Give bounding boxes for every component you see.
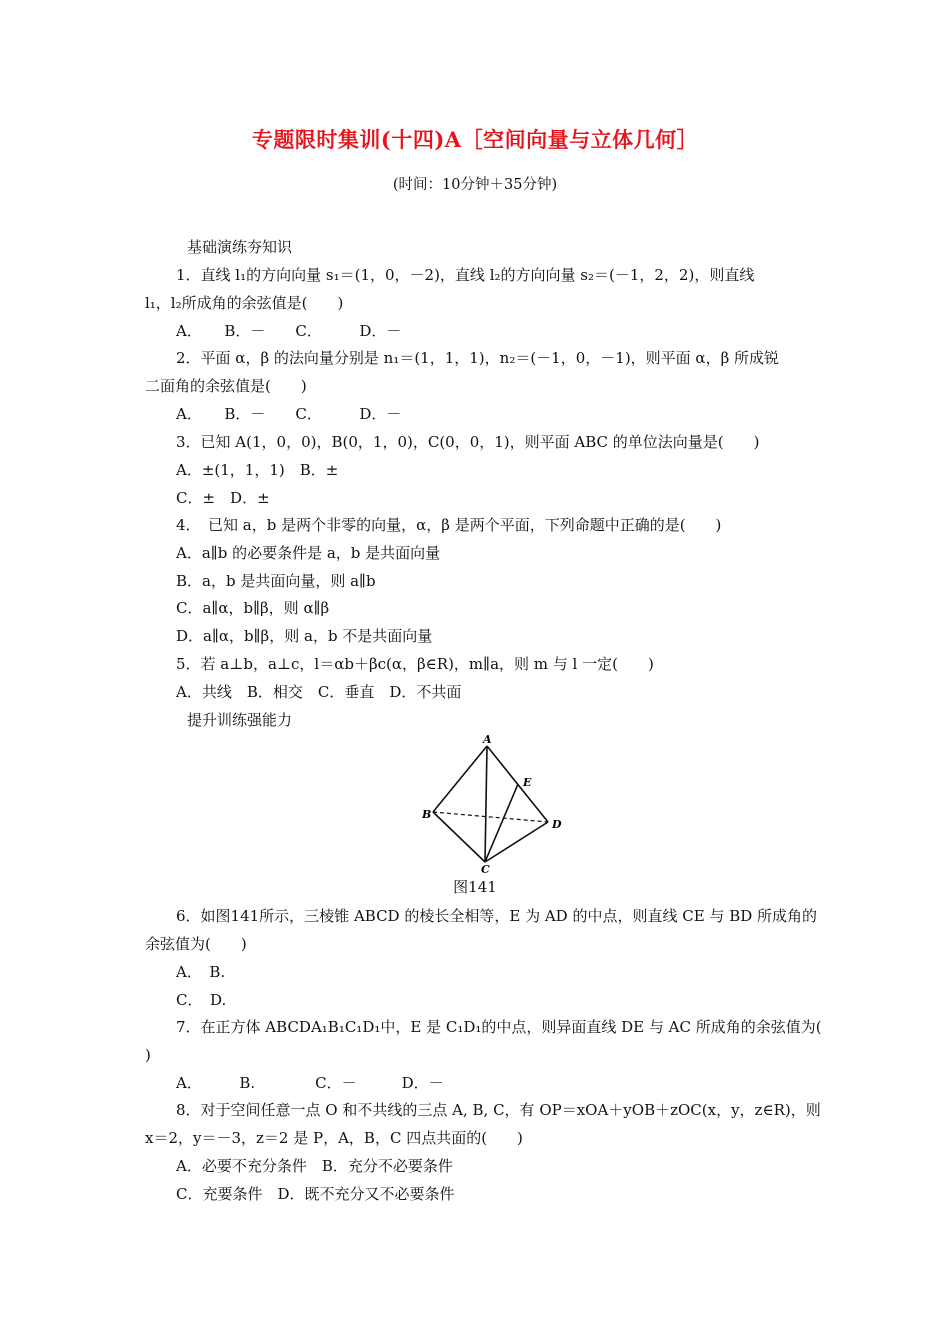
- edge-bc: [433, 812, 485, 862]
- vertex-label-b: B: [422, 808, 432, 821]
- point-label-e: E: [523, 776, 532, 789]
- q8-stem-cont: x＝2，y＝－3，z＝2 是 P，A，B，C 四点共面的( ): [145, 1129, 523, 1147]
- q5-stem: 5．若 a⊥b，a⊥c，l＝αb＋βc(α，β∈R)，m∥a，则 m 与 l 一定( ): [176, 655, 654, 673]
- segment-ce: [485, 784, 518, 862]
- time-note: (时间：10分钟＋35分钟): [392, 177, 558, 193]
- q6-options-ab: A． B.: [176, 963, 226, 981]
- q4-stem: 4． 已知 a，b 是两个非零的向量，α，β 是两个平面，下列命题中正确的是( ): [176, 516, 722, 534]
- tetrahedron-figure: [415, 734, 575, 874]
- q7-options: A． B. C．－ D．－: [176, 1074, 444, 1092]
- q4-option-a: A．a∥b 的必要条件是 a，b 是共面向量: [176, 544, 441, 562]
- q8-stem: 8．对于空间任意一点 O 和不共线的三点 A, B, C，有 OP＝xOA＋yOB＋zOC(x，y，z∈R)，则: [176, 1101, 821, 1119]
- q2-stem: 2．平面 α，β 的法向量分别是 n₁＝(1，1，1)，n₂＝(－1，0，－1)，则平面 α，β 所成锐: [176, 349, 780, 367]
- q8-options-ab: A．必要不充分条件 B．充分不必要条件: [176, 1157, 453, 1175]
- q7-stem-cont: ): [145, 1046, 151, 1064]
- figure-caption: 图141: [453, 878, 497, 896]
- q8-options-cd: C．充要条件 D．既不充分又不必要条件: [176, 1185, 455, 1203]
- page-title: 专题限时集训(十四)A［空间向量与立体几何］: [251, 127, 699, 152]
- q3-options-ab: A．±(1，1，1) B．±: [176, 461, 339, 479]
- edge-bd-hidden: [433, 812, 548, 822]
- section-advanced-heading: 提升训练强能力: [187, 711, 293, 729]
- q6-stem: 6．如图141所示，三棱锥 ABCD 的棱长全相等，E 为 AD 的中点，则直线 CE 与 BD 所成角的: [176, 907, 818, 925]
- q3-options-cd: C．± D．±: [176, 489, 270, 507]
- q6-stem-cont: 余弦值为( ): [145, 935, 247, 953]
- q1-stem: 1．直线 l₁的方向向量 s₁＝(1，0，－2)，直线 l₂的方向向量 s₂＝(－1，2，2)，则直线: [176, 266, 755, 284]
- vertex-label-c: C: [481, 863, 490, 874]
- q4-option-b: B．a，b 是共面向量，则 a∥b: [176, 572, 376, 590]
- q7-stem: 7．在正方体 ABCDA₁B₁C₁D₁中，E 是 C₁D₁的中点，则异面直线 DE 与 AC 所成角的余弦值为(: [176, 1018, 822, 1036]
- vertex-label-a: A: [483, 734, 492, 746]
- vertex-label-d: D: [552, 818, 562, 831]
- q6-options-cd: C． D.: [176, 991, 227, 1009]
- edge-ac: [485, 746, 487, 862]
- edge-cd: [485, 822, 548, 862]
- q4-option-d: D．a∥α，b∥β，则 a，b 不是共面向量: [176, 627, 433, 645]
- section-basic-heading: 基础演练夯知识: [187, 238, 293, 256]
- q2-stem-cont: 二面角的余弦值是( ): [145, 377, 307, 395]
- q1-options: A． B．－ C． D．－: [176, 322, 402, 340]
- q2-options: A． B．－ C． D．－: [176, 405, 402, 423]
- q4-option-c: C．a∥α，b∥β，则 α∥β: [176, 599, 330, 617]
- q1-stem-cont: l₁，l₂所成角的余弦值是( ): [145, 294, 344, 312]
- q3-stem: 3．已知 A(1，0，0)，B(0，1，0)，C(0，0，1)，则平面 ABC 的单位法向量是( ): [176, 433, 760, 451]
- q5-options: A．共线 B．相交 C．垂直 D．不共面: [176, 683, 462, 701]
- edge-ab: [433, 746, 487, 812]
